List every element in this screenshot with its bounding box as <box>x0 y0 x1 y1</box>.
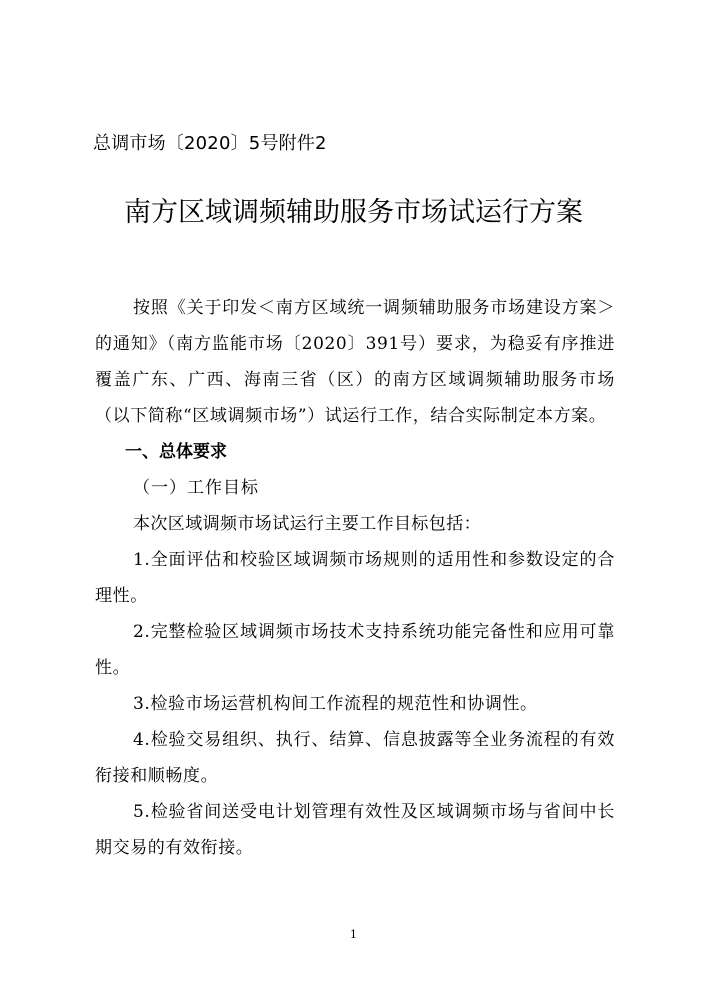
intro-paragraph: 按照《关于印发＜南方区域统一调频辅助服务市场建设方案＞的通知》（南方监能市场〔2020〕391号）要求，为稳妥有序推进覆盖广东、广西、海南三省（区）的南方区域调频辅助服务市场（以下简称“区域调频市场”）试运行工作，结合实际制定本方案。 <box>95 298 615 426</box>
document-body <box>95 290 615 866</box>
goal-item: 3.检验市场运营机构间工作流程的规范性和协调性。 <box>133 694 538 714</box>
goal-item: 5.检验省间送受电计划管理有效性及区域调频市场与省间中长期交易的有效衔接。 <box>95 802 615 858</box>
subsection-heading: （一）工作目标 <box>133 478 259 498</box>
document-reference-number: 总调市场〔2020〕5号附件2 <box>93 133 327 154</box>
goal-item: 2.完整检验区域调频市场技术支持系统功能完备性和应用可靠性。 <box>95 622 615 678</box>
lead-paragraph: 本次区域调频市场试运行主要工作目标包括： <box>133 514 481 534</box>
goal-item: 4.检验交易组织、执行、结算、信息披露等全业务流程的有效衔接和顺畅度。 <box>95 730 615 786</box>
section-heading: 一、总体要求 <box>125 442 227 462</box>
goal-item: 1.全面评估和校验区域调频市场规则的适用性和参数设定的合理性。 <box>95 550 615 606</box>
page-number: 1 <box>350 928 357 941</box>
document-title: 南方区域调频辅助服务市场试运行方案 <box>124 197 583 228</box>
